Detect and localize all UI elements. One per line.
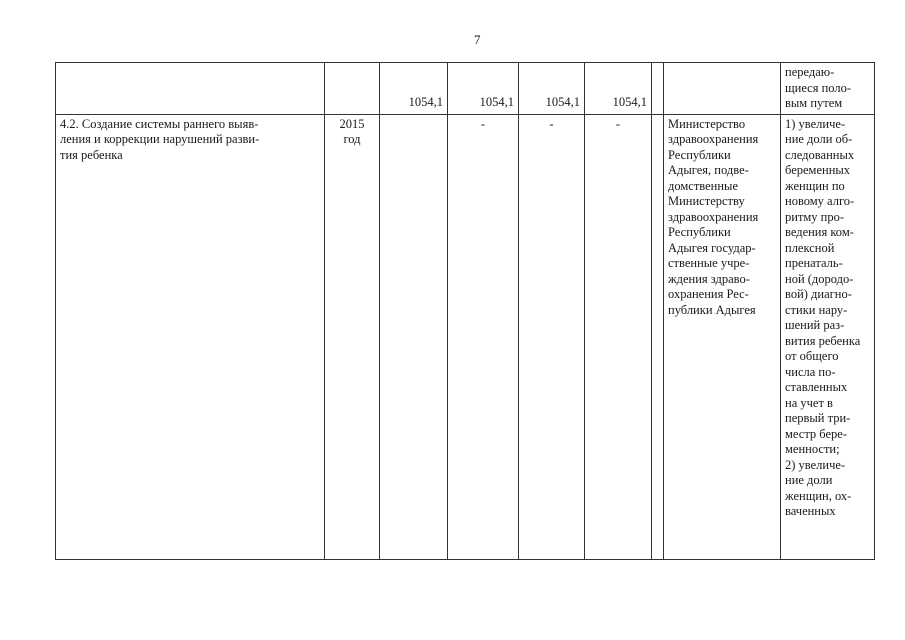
indicator-cell (781, 114, 875, 559)
executor-line: Республики (668, 225, 731, 239)
indicator-line: 2) увеличе- (785, 457, 846, 472)
indicator-line: ведения ком- (785, 225, 854, 239)
executor-cell (664, 63, 781, 115)
indicator-cell (781, 63, 875, 115)
amount-cell: 1054,1 (448, 63, 519, 115)
table-row-4-2 (56, 114, 875, 559)
amount-cell: 1054,1 (380, 63, 448, 115)
executor-line: ственные учре- (668, 256, 750, 270)
measure-line: тия ребенка (60, 147, 123, 162)
amount-cell (380, 114, 448, 559)
executor-line: Адыгея государ- (668, 240, 756, 255)
year-line: год (343, 132, 361, 146)
executor-line: публики Адыгея (668, 302, 756, 317)
indicator-line: менности; (785, 442, 840, 456)
amount-cell: - (448, 114, 519, 559)
year-cell (325, 114, 380, 559)
program-table (55, 62, 875, 560)
indicator-line: 1) увеличе- (785, 116, 846, 131)
indicator-line: ваченных (785, 504, 836, 518)
executor-line: здравоохранения (668, 209, 759, 224)
spacer-cell (652, 63, 664, 115)
indicator-line: ставленных (785, 380, 848, 394)
executor-line: Адыгея, подве- (668, 163, 749, 177)
indicator-line: женщин, ох- (785, 488, 852, 503)
executor-line: здравоохранения (668, 132, 759, 146)
executor-line: охранения Рес- (668, 287, 749, 301)
indicator-line: щиеся поло- (785, 80, 852, 95)
indicator-line: передаю- (785, 65, 835, 79)
indicator-line: женщин по (785, 178, 845, 193)
indicator-line: плексной (785, 240, 835, 255)
measure-cell (56, 114, 325, 559)
executor-line: Министерство (668, 116, 746, 131)
page-number: 7 (474, 32, 481, 47)
indicator-line: ной (дородо- (785, 271, 854, 286)
indicator-line: местр бере- (785, 426, 848, 441)
indicator-line: вым путем (785, 96, 843, 110)
indicator-line: новому алго- (785, 194, 855, 208)
executor-line: Республики (668, 147, 731, 162)
indicator-line: вития ребенка (785, 333, 861, 348)
indicator-line: вой) диагно- (785, 287, 852, 301)
amount-cell: - (519, 114, 585, 559)
year-cell (325, 63, 380, 115)
indicator-line: шений раз- (785, 318, 845, 332)
executor-cell (664, 114, 781, 559)
executor-line: Министерству (668, 194, 745, 208)
indicator-line: первый три- (785, 411, 851, 425)
indicator-line: от общего (785, 349, 839, 363)
table-row-previous (56, 63, 875, 115)
indicator-line: числа по- (785, 364, 836, 379)
spacer-cell (652, 114, 664, 559)
indicator-line: следованных (785, 147, 855, 162)
indicator-line: стики нару- (785, 302, 848, 317)
indicator-line: на учет в (785, 395, 833, 410)
executor-line: ждения здраво- (668, 271, 750, 286)
amount-cell: 1054,1 (519, 63, 585, 115)
executor-line: домственные (668, 178, 738, 193)
measure-line: 4.2. Создание системы раннего выяв- (60, 116, 259, 131)
measure-line: ления и коррекции нарушений разви- (60, 132, 260, 146)
indicator-line: ние доли (785, 473, 833, 487)
amount-cell: 1054,1 (585, 63, 652, 115)
amount-cell: - (585, 114, 652, 559)
indicator-line: пренаталь- (785, 256, 843, 270)
indicator-line: беременных (785, 163, 851, 177)
measure-cell (56, 63, 325, 115)
indicator-line: ние доли об- (785, 132, 853, 146)
indicator-line: ритму про- (785, 209, 845, 224)
year-line: 2015 (339, 116, 365, 131)
